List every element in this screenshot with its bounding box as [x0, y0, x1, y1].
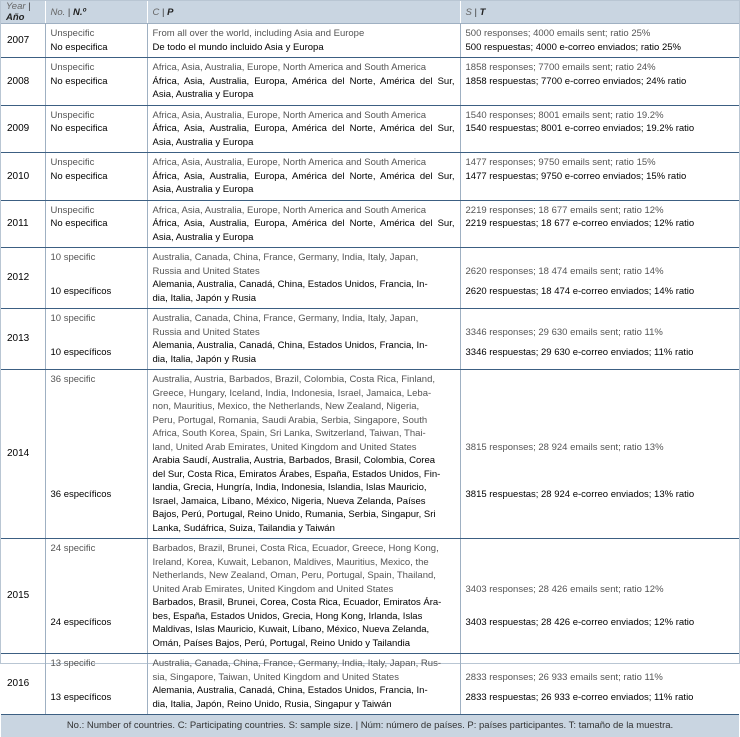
count-en: 36 specific — [51, 373, 142, 387]
sample-stack — [466, 27, 735, 54]
sample-es: 1540 respuestas; 8001 e-correo enviados; 19.2% ratio — [466, 122, 735, 136]
countries-es — [153, 684, 455, 711]
sample-stack — [466, 156, 735, 183]
countries-es-line: Israel, Jamaica, Líbano, México, Nigeria, Nueva Zelanda, Países — [153, 495, 455, 509]
count-es: No especifica — [51, 217, 142, 231]
sample-en: 3815 responses; 28 924 emails sent; ratio 13% — [466, 441, 735, 455]
year-cell: 2009 — [1, 105, 45, 153]
count-cell — [45, 248, 147, 309]
header-countries: C | P — [147, 1, 460, 24]
sample-es: 2833 respuestas; 26 933 e-correo enviados; 11% ratio — [466, 691, 735, 705]
count-en: Unspecific — [51, 204, 142, 218]
count-stack — [51, 156, 142, 183]
count-es: 10 específicos — [51, 285, 142, 299]
sample-en: 2833 responses; 26 933 emails sent; ratio 11% — [466, 671, 735, 685]
count-cell — [45, 24, 147, 58]
table-row — [1, 539, 739, 654]
sample-stack — [466, 61, 735, 88]
countries-es-line: landia, Grecia, Hungría, India, Indonesia, Islandia, Islas Mauricio, — [153, 481, 455, 495]
count-stack — [51, 61, 142, 88]
countries-es-line: África, Asia, Australia, Europa, América del Norte, América del Sur, Asia, Australia y Europa — [153, 75, 455, 102]
count-en: 10 specific — [51, 312, 142, 326]
sample-cell — [460, 24, 739, 58]
sample-es: 1858 respuestas; 7700 e-correo enviados; 24% ratio — [466, 75, 735, 89]
countries-es-line: África, Asia, Australia, Europa, América del Norte, América del Sur, Asia, Australia y Europa — [153, 217, 455, 244]
countries-en-line: Africa, Asia, Australia, Europe, North America and South America — [153, 156, 455, 170]
sample-cell — [460, 58, 739, 106]
sample-en: 3346 responses; 29 630 emails sent; ratio 11% — [466, 326, 735, 340]
count-cell — [45, 309, 147, 370]
header-year: Year | Año — [1, 1, 45, 24]
count-stack — [51, 27, 142, 54]
sample-cell — [460, 200, 739, 248]
year-cell: 2012 — [1, 248, 45, 309]
countries-stack — [153, 251, 455, 305]
countries-es-line: África, Asia, Australia, Europa, América del Norte, América del Sur, Asia, Australia y Europa — [153, 122, 455, 149]
count-es: No especifica — [51, 75, 142, 89]
countries-stack — [153, 204, 455, 245]
countries-en-line: Australia, Canada, China, France, Germany, India, Italy, Japan, Rus- — [153, 657, 455, 671]
sample-stack — [466, 204, 735, 231]
count-en: Unspecific — [51, 61, 142, 75]
year-cell: 2014 — [1, 370, 45, 539]
count-es: No especifica — [51, 170, 142, 184]
count-cell — [45, 370, 147, 539]
sample-en: 1540 responses; 8001 emails sent; ratio 19.2% — [466, 109, 735, 123]
countries-en-line: Greece, Hungary, Iceland, India, Indonesia, Israel, Jamaica, Leba- — [153, 387, 455, 401]
countries-en — [153, 156, 455, 170]
count-en: 13 specific — [51, 657, 142, 671]
sample-cell — [460, 654, 739, 715]
countries-en-line: Australia, Austria, Barbados, Brazil, Colombia, Costa Rica, Finland, — [153, 373, 455, 387]
sample-cell — [460, 105, 739, 153]
table-row — [1, 24, 739, 58]
countries-en-line: Africa, Asia, Australia, Europe, North America and South America — [153, 61, 455, 75]
countries-stack — [153, 373, 455, 535]
sample-es: 2219 respuestas; 18 677 e-correo enviados; 12% ratio — [466, 217, 735, 231]
countries-es — [153, 339, 455, 366]
sample-stack — [466, 312, 735, 359]
countries-cell — [147, 654, 460, 715]
sample-cell — [460, 539, 739, 654]
count-cell — [45, 654, 147, 715]
sample-es: 3815 respuestas; 28 924 e-correo enviados; 13% ratio — [466, 488, 735, 502]
countries-es-line: dia, Italia, Japón, Reino Unido, Rusia, Singapur y Taiwán — [153, 698, 455, 712]
sample-en: 2620 responses; 18 474 emails sent; ratio 14% — [466, 265, 735, 279]
count-es: No especifica — [51, 122, 142, 136]
countries-cell — [147, 105, 460, 153]
countries-stack — [153, 312, 455, 366]
countries-cell — [147, 370, 460, 539]
sample-en: 1858 responses; 7700 emails sent; ratio 24% — [466, 61, 735, 75]
countries-en-line: Australia, Canada, China, France, Germany, India, Italy, Japan, — [153, 312, 455, 326]
countries-en-line: Africa, South Korea, Spain, Sri Lanka, Switzerland, Taiwan, Thai- — [153, 427, 455, 441]
countries-en-line: Africa, Asia, Australia, Europe, North America and South America — [153, 204, 455, 218]
count-stack — [51, 251, 142, 298]
table-row — [1, 200, 739, 248]
countries-en-line: Africa, Asia, Australia, Europe, North America and South America — [153, 109, 455, 123]
sample-stack — [466, 251, 735, 298]
countries-en-line: From all over the world, including Asia and Europe — [153, 27, 455, 41]
countries-es-line: dia, Italia, Japón y Rusia — [153, 292, 455, 306]
countries-es-line: Alemania, Australia, Canadá, China, Estados Unidos, Francia, In- — [153, 684, 455, 698]
sample-cell — [460, 153, 739, 201]
countries-en-line: Barbados, Brazil, Brunei, Costa Rica, Ecuador, Greece, Hong Kong, — [153, 542, 455, 556]
sample-es: 500 respuestas; 4000 e-correo enviados; ratio 25% — [466, 41, 735, 55]
countries-stack — [153, 156, 455, 197]
countries-es-line: De todo el mundo incluido Asia y Europa — [153, 41, 455, 55]
count-en: 10 specific — [51, 251, 142, 265]
count-en: 24 specific — [51, 542, 142, 556]
count-cell — [45, 105, 147, 153]
countries-es-line: Barbados, Brasil, Brunei, Corea, Costa Rica, Ecuador, Emiratos Ára- — [153, 596, 455, 610]
countries-en-line: Russia and United States — [153, 265, 455, 279]
countries-es-line: bes, España, Estados Unidos, Grecia, Hong Kong, Irlanda, Islas — [153, 610, 455, 624]
countries-en — [153, 312, 455, 339]
sample-stack — [466, 109, 735, 136]
countries-en — [153, 61, 455, 75]
countries-es-line: Alemania, Australia, Canadá, China, Estados Unidos, Francia, In- — [153, 339, 455, 353]
sample-es: 3346 respuestas; 29 630 e-correo enviados; 11% ratio — [466, 346, 735, 360]
countries-es — [153, 278, 455, 305]
countries-es — [153, 75, 455, 102]
countries-stack — [153, 109, 455, 150]
header-number: No. | N.º — [45, 1, 147, 24]
countries-es-line: Arabia Saudí, Australia, Austria, Barbados, Brasil, Colombia, Corea — [153, 454, 455, 468]
sample-es: 3403 respuestas; 28 426 e-correo enviados; 12% ratio — [466, 616, 735, 630]
countries-stack — [153, 61, 455, 102]
header-sample: S | T — [460, 1, 739, 24]
table-row — [1, 58, 739, 106]
countries-es-line: Bajos, Perú, Portugal, Reino Unido, Rumania, Serbia, Singapur, Sri — [153, 508, 455, 522]
countries-en-line: non, Mauritius, Mexico, the Netherlands, New Zealand, Nigeria, — [153, 400, 455, 414]
year-cell: 2016 — [1, 654, 45, 715]
count-es: 36 específicos — [51, 488, 142, 502]
countries-cell — [147, 200, 460, 248]
sample-en: 500 responses; 4000 emails sent; ratio 25% — [466, 27, 735, 41]
table-row — [1, 654, 739, 715]
countries-en-line: Ireland, Korea, Kuwait, Lebanon, Maldives, Mauritius, Mexico, the — [153, 556, 455, 570]
table-header-row — [1, 1, 739, 24]
count-es: 24 específicos — [51, 616, 142, 630]
count-cell — [45, 200, 147, 248]
year-cell: 2013 — [1, 309, 45, 370]
sample-cell — [460, 370, 739, 539]
countries-en — [153, 27, 455, 41]
table-footer-row — [1, 715, 739, 737]
count-cell — [45, 153, 147, 201]
count-en: Unspecific — [51, 156, 142, 170]
countries-es-line: Alemania, Australia, Canadá, China, Estados Unidos, Francia, In- — [153, 278, 455, 292]
count-en: Unspecific — [51, 27, 142, 41]
sample-cell — [460, 248, 739, 309]
countries-es-line: Maldivas, Islas Mauricio, Kuwait, Líbano, México, Nueva Zelanda, — [153, 623, 455, 637]
countries-en — [153, 109, 455, 123]
count-stack — [51, 109, 142, 136]
count-cell — [45, 539, 147, 654]
sample-cell — [460, 309, 739, 370]
countries-es-line: Lanka, Sudáfrica, Suiza, Tailandia y Taiwán — [153, 522, 455, 536]
countries-en — [153, 542, 455, 596]
table-footnote: No.: Number of countries. C: Participating countries. S: sample size. | Núm: número de países. P: países participantes. T: tamaño de la muestra. — [1, 715, 739, 737]
table-row — [1, 248, 739, 309]
count-stack — [51, 204, 142, 231]
sample-stack — [466, 373, 735, 501]
countries-en-line: land, United Arab Emirates, United Kingdom and United States — [153, 441, 455, 455]
countries-stack — [153, 657, 455, 711]
table-row — [1, 309, 739, 370]
countries-en-line: United Arab Emirates, United Kingdom and United States — [153, 583, 455, 597]
sample-en: 3403 responses; 28 426 emails sent; ratio 12% — [466, 583, 735, 597]
count-stack — [51, 657, 142, 704]
sample-es: 2620 respuestas; 18 474 e-correo enviados; 14% ratio — [466, 285, 735, 299]
countries-es-line: dia, Italia, Japón y Rusia — [153, 353, 455, 367]
countries-en — [153, 204, 455, 218]
countries-en — [153, 251, 455, 278]
countries-es — [153, 122, 455, 149]
countries-cell — [147, 539, 460, 654]
count-stack — [51, 542, 142, 630]
sample-en: 2219 responses; 18 677 emails sent; ratio 12% — [466, 204, 735, 218]
count-cell — [45, 58, 147, 106]
countries-es-line: Omán, Países Bajos, Perú, Portugal, Reino Unido y Tailandia — [153, 637, 455, 651]
countries-es — [153, 454, 455, 535]
count-en: Unspecific — [51, 109, 142, 123]
year-cell: 2015 — [1, 539, 45, 654]
countries-es — [153, 41, 455, 55]
countries-cell — [147, 24, 460, 58]
countries-en — [153, 373, 455, 454]
sample-es: 1477 respuestas; 9750 e-correo enviados; 15% ratio — [466, 170, 735, 184]
countries-en-line: Netherlands, New Zealand, Oman, Peru, Portugal, Spain, Thailand, — [153, 569, 455, 583]
countries-sample-table — [1, 1, 739, 737]
countries-es — [153, 596, 455, 650]
count-stack — [51, 373, 142, 501]
year-cell: 2010 — [1, 153, 45, 201]
countries-es-line: África, Asia, Australia, Europa, América del Norte, América del Sur, Asia, Australia y Europa — [153, 170, 455, 197]
sample-en: 1477 responses; 9750 emails sent; ratio 15% — [466, 156, 735, 170]
countries-cell — [147, 248, 460, 309]
countries-stack — [153, 542, 455, 650]
table-row — [1, 105, 739, 153]
sample-stack — [466, 657, 735, 704]
countries-cell — [147, 153, 460, 201]
countries-cell — [147, 309, 460, 370]
countries-en-line: Australia, Canada, China, France, Germany, India, Italy, Japan, — [153, 251, 455, 265]
countries-en — [153, 657, 455, 684]
year-cell: 2008 — [1, 58, 45, 106]
year-cell: 2007 — [1, 24, 45, 58]
countries-es — [153, 217, 455, 244]
table-row — [1, 370, 739, 539]
countries-en-line: Russia and United States — [153, 326, 455, 340]
count-es: No especifica — [51, 41, 142, 55]
count-es: 13 específicos — [51, 691, 142, 705]
count-es: 10 específicos — [51, 346, 142, 360]
countries-cell — [147, 58, 460, 106]
countries-stack — [153, 27, 455, 54]
sample-stack — [466, 542, 735, 630]
countries-en-line: sia, Singapore, Taiwan, United Kingdom and United States — [153, 671, 455, 685]
countries-es-line: del Sur, Costa Rica, Emiratos Árabes, España, Estados Unidos, Fin- — [153, 468, 455, 482]
countries-en-line: Peru, Portugal, Romania, Saudi Arabia, Serbia, Singapore, South — [153, 414, 455, 428]
countries-es — [153, 170, 455, 197]
year-cell: 2011 — [1, 200, 45, 248]
count-stack — [51, 312, 142, 359]
table-row — [1, 153, 739, 201]
